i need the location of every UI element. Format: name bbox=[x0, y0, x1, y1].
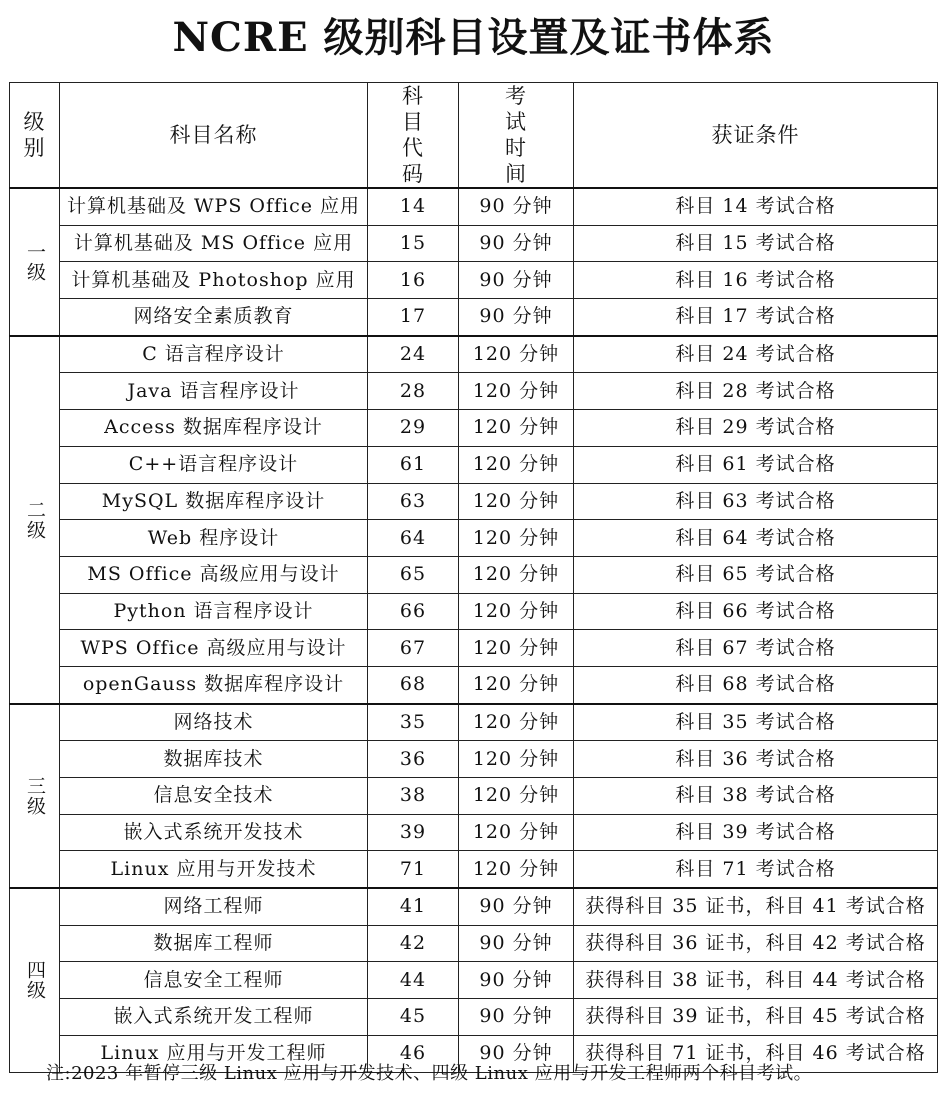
exam-time-cell: 120 分钟 bbox=[459, 483, 574, 520]
table-row bbox=[10, 262, 938, 299]
condition-cell: 科目 14 考试合格 bbox=[574, 188, 938, 225]
subject-code-cell: 17 bbox=[368, 299, 459, 336]
subject-name-cell: WPS Office 高级应用与设计 bbox=[60, 630, 368, 667]
exam-time-cell: 120 分钟 bbox=[459, 520, 574, 557]
condition-cell: 科目 39 考试合格 bbox=[574, 814, 938, 851]
subject-code-cell: 64 bbox=[368, 520, 459, 557]
condition-cell: 科目 17 考试合格 bbox=[574, 299, 938, 336]
table-row bbox=[10, 373, 938, 410]
subject-name-cell: MySQL 数据库程序设计 bbox=[60, 483, 368, 520]
subject-code-cell: 15 bbox=[368, 225, 459, 262]
table-row bbox=[10, 925, 938, 962]
level-cell bbox=[10, 188, 60, 336]
condition-cell: 获得科目 35 证书，科目 41 考试合格 bbox=[574, 888, 938, 925]
level-label: 一级 bbox=[24, 241, 46, 282]
table-row bbox=[10, 778, 938, 815]
condition-cell: 科目 16 考试合格 bbox=[574, 262, 938, 299]
subject-name-cell: 计算机基础及 MS Office 应用 bbox=[60, 225, 368, 262]
subject-code-cell: 14 bbox=[368, 188, 459, 225]
table-row bbox=[10, 741, 938, 778]
subject-name-cell: 网络技术 bbox=[60, 704, 368, 741]
table-row bbox=[10, 666, 938, 703]
condition-cell: 科目 67 考试合格 bbox=[574, 630, 938, 667]
condition-cell: 科目 29 考试合格 bbox=[574, 410, 938, 447]
condition-cell: 获得科目 36 证书，科目 42 考试合格 bbox=[574, 925, 938, 962]
subject-name-cell: Java 语言程序设计 bbox=[60, 373, 368, 410]
subject-code-cell: 68 bbox=[368, 666, 459, 703]
header-exam-time: 考试时间 bbox=[459, 83, 574, 189]
table-row bbox=[10, 225, 938, 262]
exam-time-cell: 90 分钟 bbox=[459, 925, 574, 962]
exam-time-cell: 90 分钟 bbox=[459, 188, 574, 225]
subject-code-cell: 39 bbox=[368, 814, 459, 851]
exam-time-cell: 120 分钟 bbox=[459, 556, 574, 593]
table-row bbox=[10, 556, 938, 593]
condition-cell: 科目 65 考试合格 bbox=[574, 556, 938, 593]
subject-name-cell: 信息安全技术 bbox=[60, 778, 368, 815]
subject-code-cell: 42 bbox=[368, 925, 459, 962]
subject-name-cell: Web 程序设计 bbox=[60, 520, 368, 557]
table-row bbox=[10, 520, 938, 557]
exam-time-cell: 120 分钟 bbox=[459, 704, 574, 741]
condition-cell: 科目 28 考试合格 bbox=[574, 373, 938, 410]
footnote: 注:2023 年暂停三级 Linux 应用与开发技术、四级 Linux 应用与开发工程师两个科目考试。 bbox=[46, 1063, 813, 1084]
exam-time-cell: 120 分钟 bbox=[459, 851, 574, 888]
subject-code-cell: 66 bbox=[368, 593, 459, 630]
level-cell bbox=[10, 704, 60, 888]
level-label: 三级 bbox=[24, 775, 46, 816]
subject-name-cell: openGauss 数据库程序设计 bbox=[60, 666, 368, 703]
table-row bbox=[10, 446, 938, 483]
subject-name-cell: 数据库技术 bbox=[60, 741, 368, 778]
subject-table bbox=[9, 82, 938, 1073]
subject-code-cell: 38 bbox=[368, 778, 459, 815]
condition-cell: 科目 15 考试合格 bbox=[574, 225, 938, 262]
table-row bbox=[10, 593, 938, 630]
table-row bbox=[10, 188, 938, 225]
subject-name-cell: 计算机基础及 Photoshop 应用 bbox=[60, 262, 368, 299]
exam-time-cell: 120 分钟 bbox=[459, 666, 574, 703]
table-row bbox=[10, 999, 938, 1036]
subject-code-cell: 44 bbox=[368, 962, 459, 999]
subject-code-cell: 63 bbox=[368, 483, 459, 520]
exam-time-cell: 120 分钟 bbox=[459, 593, 574, 630]
table-row bbox=[10, 814, 938, 851]
subject-name-cell: C 语言程序设计 bbox=[60, 336, 368, 373]
exam-time-cell: 90 分钟 bbox=[459, 999, 574, 1036]
subject-name-cell: 网络工程师 bbox=[60, 888, 368, 925]
exam-time-cell: 120 分钟 bbox=[459, 778, 574, 815]
subject-code-cell: 61 bbox=[368, 446, 459, 483]
condition-cell: 科目 35 考试合格 bbox=[574, 704, 938, 741]
condition-cell: 科目 36 考试合格 bbox=[574, 741, 938, 778]
exam-time-cell: 90 分钟 bbox=[459, 1035, 574, 1072]
subject-code-cell: 35 bbox=[368, 704, 459, 741]
exam-time-cell: 120 分钟 bbox=[459, 373, 574, 410]
level-label: 四级 bbox=[24, 960, 46, 1001]
subject-name-cell: Access 数据库程序设计 bbox=[60, 410, 368, 447]
subject-name-cell: C++语言程序设计 bbox=[60, 446, 368, 483]
condition-cell: 科目 71 考试合格 bbox=[574, 851, 938, 888]
condition-cell: 科目 66 考试合格 bbox=[574, 593, 938, 630]
exam-time-cell: 120 分钟 bbox=[459, 814, 574, 851]
condition-cell: 获得科目 71 证书，科目 46 考试合格 bbox=[574, 1035, 938, 1072]
subject-name-cell: 嵌入式系统开发工程师 bbox=[60, 999, 368, 1036]
subject-code-cell: 16 bbox=[368, 262, 459, 299]
subject-name-cell: 信息安全工程师 bbox=[60, 962, 368, 999]
subject-code-cell: 24 bbox=[368, 336, 459, 373]
subject-name-cell: 计算机基础及 WPS Office 应用 bbox=[60, 188, 368, 225]
table-header-row bbox=[10, 83, 938, 189]
exam-time-cell: 120 分钟 bbox=[459, 741, 574, 778]
exam-time-cell: 90 分钟 bbox=[459, 225, 574, 262]
condition-cell: 科目 64 考试合格 bbox=[574, 520, 938, 557]
page-title: NCRE 级别科目设置及证书体系 bbox=[172, 14, 775, 61]
subject-code-cell: 46 bbox=[368, 1035, 459, 1072]
subject-code-cell: 28 bbox=[368, 373, 459, 410]
subject-code-cell: 67 bbox=[368, 630, 459, 667]
subject-name-cell: 网络安全素质教育 bbox=[60, 299, 368, 336]
subject-code-cell: 65 bbox=[368, 556, 459, 593]
exam-time-cell: 90 分钟 bbox=[459, 962, 574, 999]
header-level: 级别 bbox=[10, 83, 60, 189]
table-body bbox=[10, 188, 938, 1072]
level-label: 二级 bbox=[24, 499, 46, 540]
exam-time-cell: 90 分钟 bbox=[459, 888, 574, 925]
subject-name-cell: 嵌入式系统开发技术 bbox=[60, 814, 368, 851]
subject-name-cell: Linux 应用与开发技术 bbox=[60, 851, 368, 888]
table-row bbox=[10, 630, 938, 667]
exam-time-cell: 90 分钟 bbox=[459, 262, 574, 299]
table-row bbox=[10, 962, 938, 999]
condition-cell: 科目 24 考试合格 bbox=[574, 336, 938, 373]
condition-cell: 科目 63 考试合格 bbox=[574, 483, 938, 520]
condition-cell: 获得科目 39 证书，科目 45 考试合格 bbox=[574, 999, 938, 1036]
exam-time-cell: 120 分钟 bbox=[459, 630, 574, 667]
exam-time-cell: 90 分钟 bbox=[459, 299, 574, 336]
exam-time-cell: 120 分钟 bbox=[459, 410, 574, 447]
subject-code-cell: 45 bbox=[368, 999, 459, 1036]
subject-code-cell: 41 bbox=[368, 888, 459, 925]
header-subject-code: 科目代码 bbox=[368, 83, 459, 189]
table-row bbox=[10, 336, 938, 373]
header-subject-name: 科目名称 bbox=[60, 83, 368, 189]
table-row bbox=[10, 851, 938, 888]
level-cell bbox=[10, 336, 60, 704]
condition-cell: 获得科目 38 证书，科目 44 考试合格 bbox=[574, 962, 938, 999]
subject-name-cell: MS Office 高级应用与设计 bbox=[60, 556, 368, 593]
subject-code-cell: 29 bbox=[368, 410, 459, 447]
exam-time-cell: 120 分钟 bbox=[459, 446, 574, 483]
condition-cell: 科目 61 考试合格 bbox=[574, 446, 938, 483]
table-row bbox=[10, 483, 938, 520]
level-cell bbox=[10, 888, 60, 1072]
subject-name-cell: Python 语言程序设计 bbox=[60, 593, 368, 630]
subject-code-cell: 36 bbox=[368, 741, 459, 778]
header-condition: 获证条件 bbox=[574, 83, 938, 189]
condition-cell: 科目 68 考试合格 bbox=[574, 666, 938, 703]
table-row bbox=[10, 704, 938, 741]
subject-code-cell: 71 bbox=[368, 851, 459, 888]
exam-time-cell: 120 分钟 bbox=[459, 336, 574, 373]
subject-name-cell: Linux 应用与开发工程师 bbox=[60, 1035, 368, 1072]
table-row bbox=[10, 888, 938, 925]
subject-name-cell: 数据库工程师 bbox=[60, 925, 368, 962]
condition-cell: 科目 38 考试合格 bbox=[574, 778, 938, 815]
table-row bbox=[10, 299, 938, 336]
table-row bbox=[10, 410, 938, 447]
